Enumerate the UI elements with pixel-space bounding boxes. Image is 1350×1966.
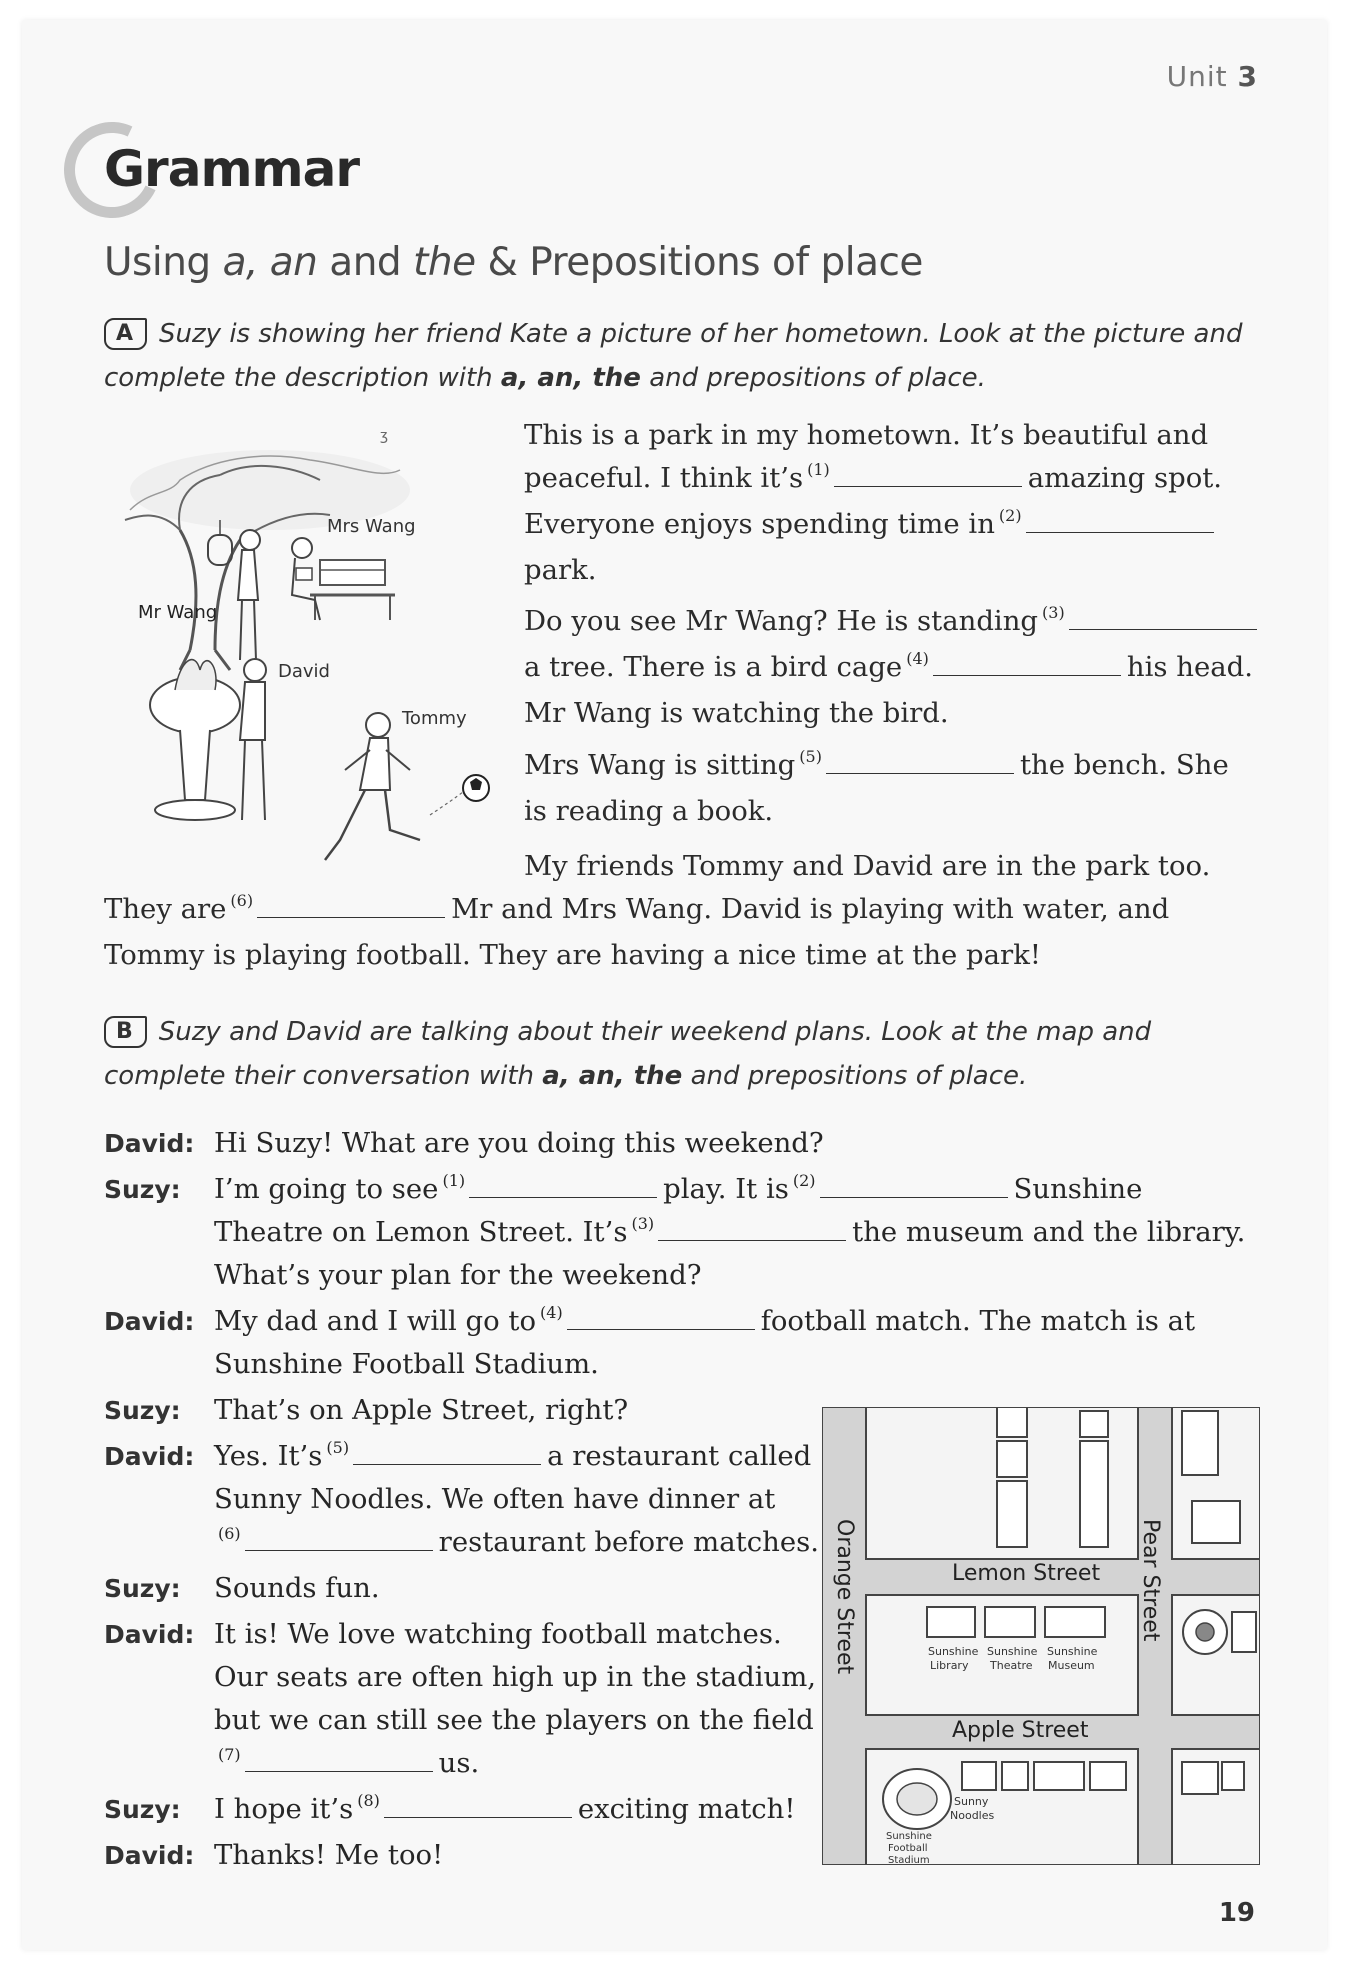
passage-paragraph-4: They are $^{(6)}$ Mr and Mrs Wang. David is playing with water, and Tommy is playing football. They are having a nice time at the park! (104, 891, 1170, 971)
passage-paragraph-3: Mrs Wang is sitting $^{(5)}$ the bench. She is reading a book. (524, 747, 1229, 827)
passage-paragraph-1: This is a park in my hometown. It’s beautiful and peaceful. I think it’s $^{(1)}$ amazing spot. Everyone enjoys spending time in $^{(2)}$ park. (524, 419, 1223, 586)
map-theatre: Sunshine Theatre (987, 1645, 1038, 1672)
blank-b2[interactable] (820, 1177, 1008, 1198)
map-library: Sunshine Library (928, 1645, 979, 1672)
blank-b6[interactable] (245, 1530, 433, 1551)
passage-paragraph-4-line-1: My friends Tommy and David are in the park too. (524, 850, 1211, 882)
label-tommy: Tommy (402, 708, 467, 729)
blank-b4[interactable] (567, 1309, 755, 1330)
label-david: David (278, 661, 330, 682)
exercise-a-instruction: A Suzy is showing her friend Kate a picture of her hometown. Look at the picture and complete the description with a, an, the and prepositions of place. (104, 319, 1243, 393)
blank-b8[interactable] (384, 1797, 572, 1818)
map-apple-street: Apple Street (952, 1718, 1089, 1743)
map-museum: Sunshine Museum (1047, 1645, 1098, 1672)
map-pear-street: Pear Street (1138, 1519, 1163, 1642)
section-subtitle: Using a, an and the & Prepositions of place (104, 240, 923, 285)
passage-paragraph-2: Do you see Mr Wang? He is standing $^{(3)}$ a tree. There is a bird cage $^{(4)}$ his head. Mr Wang is watching the bird. (524, 600, 1263, 735)
page-number: 19 (1218, 1898, 1255, 1928)
exercise-a-letter: A (104, 318, 147, 350)
blank-a3[interactable] (1069, 609, 1257, 630)
dialogue: David: Hi Suzy! What are you doing this weekend? Suzy: I’m going to see $^{(1)}$ play. It is $^{(2)}$ Sunshine Theatre on Lemon Street. It’s $^{(3)}$ the museum and the library. What’s your plan for the weekend? David: My dad and I will go to $^{(4)}$ football match. The match is at Sunshine Football Stadium. Suzy: That’s on Apple Street, right? David: Yes. It’s $^{(5)}$ a restaurant called Sunny Noodles. We often have dinner at $^{(6)}$ restaurant before matches. Suzy: Sounds fun. David: It is! We love watching football matches. Our seats are often high up in the stadium, but we can still see the players on the field $^{(7)}$ us. Suzy: I hope it’s $^{(8)}$ exciting match! David: Thanks! Me too! (104, 1127, 1246, 1871)
exercise-b-instruction: B Suzy and David are talking about their weekend plans. Look at the map and complete their conversation with a, an, the and prepositions of place. (104, 1017, 1152, 1091)
blank-a5[interactable] (826, 753, 1014, 774)
label-mrs-wang: Mrs Wang (327, 516, 416, 537)
blank-b7[interactable] (245, 1751, 433, 1772)
blank-a6[interactable] (257, 897, 445, 918)
park-illustration (120, 420, 500, 880)
map-lemon-street: Lemon Street (952, 1561, 1101, 1586)
blank-b1[interactable] (469, 1177, 657, 1198)
street-map (822, 1407, 1260, 1865)
page-title: Grammar (104, 140, 360, 198)
map-stadium: Sunshine Football Stadium (886, 1831, 932, 1865)
blank-a2[interactable] (1026, 512, 1214, 533)
blank-b3[interactable] (658, 1220, 846, 1241)
blank-a4[interactable] (933, 655, 1121, 676)
map-orange-street: Orange Street (832, 1519, 857, 1675)
unit-label: Unit 3 (1166, 60, 1258, 93)
map-noodles: Sunny Noodles (950, 1795, 995, 1822)
blank-b5[interactable] (353, 1444, 541, 1465)
blank-a1[interactable] (834, 466, 1022, 487)
exercise-b-letter: B (104, 1016, 147, 1048)
label-mr-wang: Mr Wang (138, 602, 218, 623)
svg-text:ʒ: ʒ (380, 428, 389, 444)
